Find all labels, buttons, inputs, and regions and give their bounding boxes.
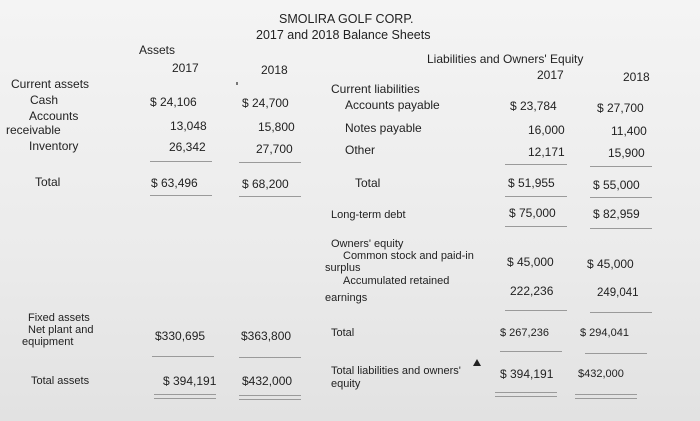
double-rule — [154, 394, 216, 395]
accounts-receivable-label-2: receivable — [6, 123, 61, 137]
retained-earnings-label: Accumulated retained — [343, 275, 450, 287]
rule — [505, 196, 567, 197]
rule — [590, 166, 652, 167]
rule — [585, 353, 647, 354]
long-term-debt-2017: $ 75,000 — [509, 206, 556, 220]
total-liabilities-equity-label-2: equity — [331, 378, 361, 390]
rule — [152, 356, 214, 357]
double-rule — [154, 398, 216, 399]
accounts-payable-2018: $ 27,700 — [597, 101, 644, 115]
long-term-debt-2018: $ 82,959 — [593, 207, 640, 221]
sheet-subtitle: 2017 and 2018 Balance Sheets — [256, 28, 431, 42]
current-liabilities-label: Current liabilities — [331, 82, 420, 96]
double-rule — [575, 394, 637, 395]
common-stock-label-2: surplus — [325, 262, 361, 274]
assets-year-2017: 2017 — [172, 61, 199, 75]
total-assets-label: Total assets — [31, 375, 90, 387]
rule — [505, 164, 567, 165]
long-term-debt-label: Long-term debt — [331, 209, 406, 221]
inventory-2017: 26,342 — [169, 140, 206, 154]
assets-year-2018: 2018 — [261, 63, 288, 77]
total-liabilities-equity-2018: $432,000 — [578, 368, 624, 380]
cursor-icon — [473, 359, 481, 366]
common-stock-2017: $ 45,000 — [507, 255, 554, 269]
fixed-assets-label: Fixed assets — [28, 312, 90, 324]
double-rule — [495, 396, 557, 397]
net-plant-label: Net plant and — [28, 324, 94, 336]
rule — [150, 195, 212, 196]
current-assets-label: Current assets — [11, 77, 90, 91]
rule — [239, 196, 301, 197]
retained-earnings-label-2: earnings — [325, 292, 368, 304]
notes-payable-2017: 16,000 — [528, 123, 565, 137]
rule — [150, 161, 212, 162]
owners-equity-label: Owners' equity — [331, 238, 404, 250]
double-rule — [239, 399, 301, 400]
double-rule — [239, 395, 301, 396]
decorative-mark — [236, 82, 238, 85]
cash-2017: $ 24,106 — [150, 95, 197, 109]
rule — [505, 226, 567, 227]
rule — [590, 197, 652, 198]
liabilities-year-2017: 2017 — [537, 68, 564, 82]
total-liabilities-equity-label: Total liabilities and owners' — [331, 365, 461, 377]
equity-total-2018: $ 294,041 — [580, 327, 629, 339]
cash-2018: $ 24,700 — [242, 96, 289, 110]
net-plant-2017: $330,695 — [155, 329, 206, 343]
accounts-receivable-label: Accounts — [29, 109, 79, 123]
double-rule — [575, 398, 637, 399]
notes-payable-label: Notes payable — [345, 121, 422, 135]
retained-earnings-2018: 249,041 — [597, 287, 639, 299]
total-assets-2018: $432,000 — [242, 374, 293, 388]
assets-total-label: Total — [35, 175, 61, 189]
other-2017: 12,171 — [528, 145, 565, 159]
accounts-payable-label: Accounts payable — [345, 98, 440, 112]
rule — [500, 351, 562, 352]
company-name: SMOLIRA GOLF CORP. — [279, 12, 414, 26]
net-plant-label-2: equipment — [22, 336, 74, 348]
accounts-payable-2017: $ 23,784 — [510, 99, 557, 113]
rule — [505, 310, 567, 311]
double-rule — [495, 392, 557, 393]
liabilities-year-2018: 2018 — [623, 70, 650, 84]
equity-total-label: Total — [331, 327, 355, 339]
total-liabilities-equity-2017: $ 394,191 — [500, 367, 554, 381]
other-2018: 15,900 — [608, 146, 645, 160]
liabilities-total-label: Total — [355, 176, 381, 190]
receivable-2017: 13,048 — [170, 119, 207, 133]
rule — [239, 162, 301, 163]
assets-total-2017: $ 63,496 — [151, 176, 198, 190]
assets-header: Assets — [139, 43, 176, 57]
liabilities-header: Liabilities and Owners' Equity — [427, 52, 584, 66]
inventory-2018: 27,700 — [256, 142, 293, 156]
other-label: Other — [345, 143, 376, 157]
receivable-2018: 15,800 — [258, 120, 295, 134]
total-assets-2017: $ 394,191 — [163, 374, 217, 388]
equity-total-2017: $ 267,236 — [500, 327, 549, 339]
common-stock-2018: $ 45,000 — [587, 257, 634, 271]
net-plant-2018: $363,800 — [241, 329, 292, 343]
cash-label: Cash — [30, 93, 59, 107]
assets-total-2018: $ 68,200 — [242, 177, 289, 191]
common-stock-label: Common stock and paid-in — [343, 250, 474, 262]
notes-payable-2018: 11,400 — [611, 124, 647, 138]
liabilities-total-2018: $ 55,000 — [593, 178, 640, 192]
inventory-label: Inventory — [29, 139, 79, 153]
retained-earnings-2017: 222,236 — [510, 284, 554, 298]
rule — [590, 228, 652, 229]
liabilities-total-2017: $ 51,955 — [508, 176, 555, 190]
rule — [590, 312, 652, 313]
rule — [239, 357, 301, 358]
